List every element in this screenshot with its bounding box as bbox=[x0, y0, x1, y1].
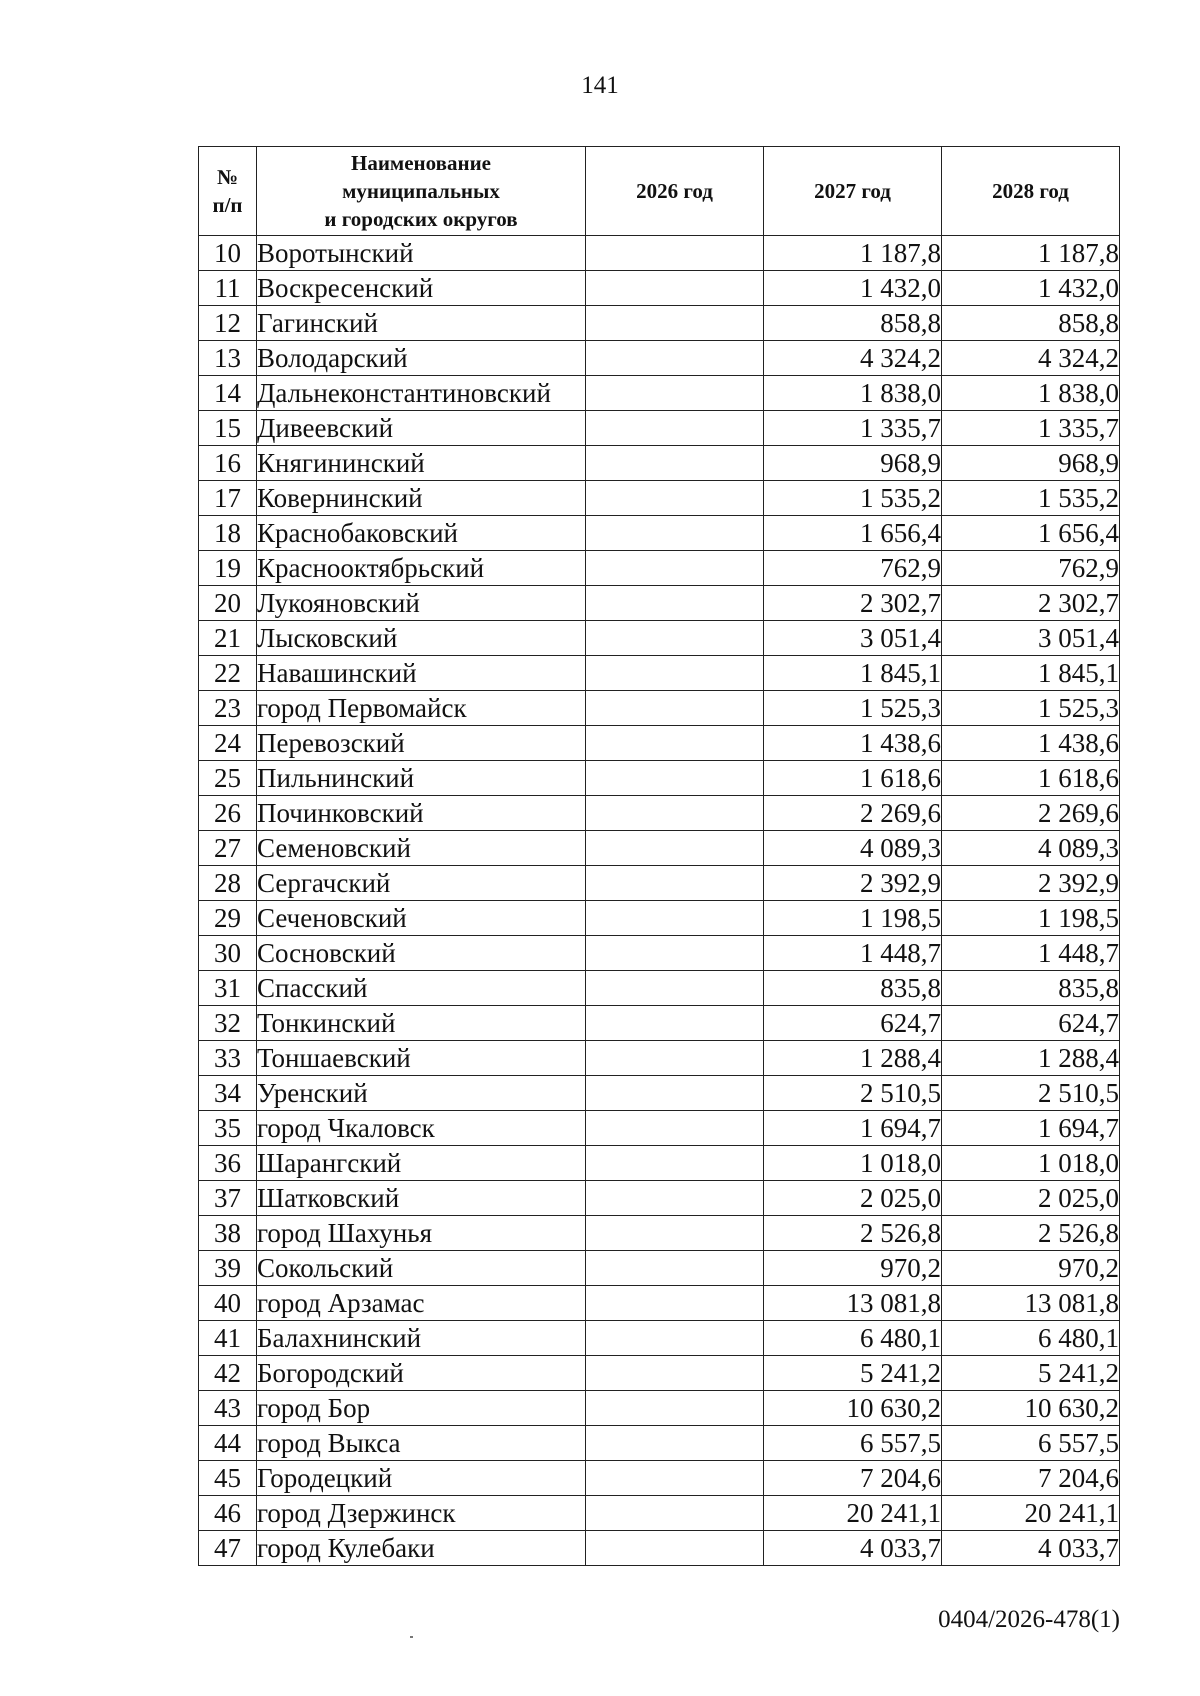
table-row bbox=[199, 866, 1120, 901]
district-name-cell: Тонкинский bbox=[257, 1006, 586, 1041]
row-number-cell: 33 bbox=[199, 1041, 257, 1076]
district-name-cell: Сергачский bbox=[257, 866, 586, 901]
row-number-cell: 23 bbox=[199, 691, 257, 726]
value-2028-cell: 3 051,4 bbox=[942, 621, 1120, 656]
district-name-cell: Спасский bbox=[257, 971, 586, 1006]
value-2027-cell: 1 535,2 bbox=[764, 481, 942, 516]
row-number-cell: 13 bbox=[199, 341, 257, 376]
value-2027-cell: 1 198,5 bbox=[764, 901, 942, 936]
allocation-table bbox=[198, 146, 1120, 1566]
district-name-cell: Дальнеконстантиновский bbox=[257, 376, 586, 411]
table-row bbox=[199, 1251, 1120, 1286]
table-row bbox=[199, 411, 1120, 446]
value-2027-cell: 20 241,1 bbox=[764, 1496, 942, 1531]
district-name-cell: Воскресенский bbox=[257, 271, 586, 306]
district-name-cell: Навашинский bbox=[257, 656, 586, 691]
row-number-cell: 45 bbox=[199, 1461, 257, 1496]
district-name-cell: Лысковский bbox=[257, 621, 586, 656]
value-2026-cell bbox=[586, 1531, 764, 1566]
table-row bbox=[199, 1076, 1120, 1111]
header-name-line-1: Наименование bbox=[351, 151, 491, 175]
row-number-cell: 24 bbox=[199, 726, 257, 761]
table-row bbox=[199, 1356, 1120, 1391]
value-2026-cell bbox=[586, 1216, 764, 1251]
value-2028-cell: 1 535,2 bbox=[942, 481, 1120, 516]
row-number-cell: 10 bbox=[199, 236, 257, 271]
value-2026-cell bbox=[586, 586, 764, 621]
row-number-cell: 39 bbox=[199, 1251, 257, 1286]
value-2027-cell: 1 656,4 bbox=[764, 516, 942, 551]
value-2026-cell bbox=[586, 551, 764, 586]
value-2028-cell: 1 838,0 bbox=[942, 376, 1120, 411]
value-2028-cell: 2 302,7 bbox=[942, 586, 1120, 621]
district-name-cell: Семеновский bbox=[257, 831, 586, 866]
value-2028-cell: 7 204,6 bbox=[942, 1461, 1120, 1496]
district-name-cell: Богородский bbox=[257, 1356, 586, 1391]
value-2026-cell bbox=[586, 411, 764, 446]
district-name-cell: Пильнинский bbox=[257, 761, 586, 796]
row-number-cell: 26 bbox=[199, 796, 257, 831]
header-2028: 2028 год bbox=[942, 147, 1120, 236]
value-2026-cell bbox=[586, 656, 764, 691]
value-2027-cell: 7 204,6 bbox=[764, 1461, 942, 1496]
district-name-cell: Гагинский bbox=[257, 306, 586, 341]
value-2028-cell: 1 448,7 bbox=[942, 936, 1120, 971]
value-2026-cell bbox=[586, 971, 764, 1006]
value-2028-cell: 2 025,0 bbox=[942, 1181, 1120, 1216]
value-2026-cell bbox=[586, 1391, 764, 1426]
value-2026-cell bbox=[586, 1041, 764, 1076]
value-2028-cell: 1 018,0 bbox=[942, 1146, 1120, 1181]
table-row bbox=[199, 586, 1120, 621]
district-name-cell: Шатковский bbox=[257, 1181, 586, 1216]
table-row bbox=[199, 1531, 1120, 1566]
value-2026-cell bbox=[586, 621, 764, 656]
table-row bbox=[199, 1006, 1120, 1041]
district-name-cell: город Выкса bbox=[257, 1426, 586, 1461]
value-2027-cell: 5 241,2 bbox=[764, 1356, 942, 1391]
value-2027-cell: 1 187,8 bbox=[764, 236, 942, 271]
district-name-cell: город Дзержинск bbox=[257, 1496, 586, 1531]
value-2026-cell bbox=[586, 1076, 764, 1111]
value-2026-cell bbox=[586, 341, 764, 376]
table-row bbox=[199, 516, 1120, 551]
value-2028-cell: 762,9 bbox=[942, 551, 1120, 586]
district-name-cell: Шарангский bbox=[257, 1146, 586, 1181]
value-2028-cell: 2 526,8 bbox=[942, 1216, 1120, 1251]
value-2026-cell bbox=[586, 1356, 764, 1391]
table-row bbox=[199, 341, 1120, 376]
value-2027-cell: 1 694,7 bbox=[764, 1111, 942, 1146]
row-number-cell: 29 bbox=[199, 901, 257, 936]
header-number-line-2: п/п bbox=[212, 193, 243, 217]
table-row bbox=[199, 1321, 1120, 1356]
table-row bbox=[199, 796, 1120, 831]
value-2026-cell bbox=[586, 1461, 764, 1496]
value-2028-cell: 1 845,1 bbox=[942, 656, 1120, 691]
value-2026-cell bbox=[586, 1321, 764, 1356]
row-number-cell: 44 bbox=[199, 1426, 257, 1461]
district-name-cell: Краснооктябрьский bbox=[257, 551, 586, 586]
value-2026-cell bbox=[586, 1426, 764, 1461]
row-number-cell: 37 bbox=[199, 1181, 257, 1216]
table-row bbox=[199, 376, 1120, 411]
value-2027-cell: 13 081,8 bbox=[764, 1286, 942, 1321]
document-code: 0404/2026-478(1) bbox=[938, 1606, 1120, 1633]
value-2027-cell: 6 480,1 bbox=[764, 1321, 942, 1356]
value-2027-cell: 835,8 bbox=[764, 971, 942, 1006]
page-number: 141 bbox=[581, 72, 619, 99]
value-2027-cell: 2 025,0 bbox=[764, 1181, 942, 1216]
row-number-cell: 35 bbox=[199, 1111, 257, 1146]
district-name-cell: Сокольский bbox=[257, 1251, 586, 1286]
row-number-cell: 20 bbox=[199, 586, 257, 621]
row-number-cell: 11 bbox=[199, 271, 257, 306]
value-2026-cell bbox=[586, 831, 764, 866]
district-name-cell: Городецкий bbox=[257, 1461, 586, 1496]
district-name-cell: город Бор bbox=[257, 1391, 586, 1426]
table-row bbox=[199, 1496, 1120, 1531]
value-2026-cell bbox=[586, 1006, 764, 1041]
header-name-line-3: и городских округов bbox=[324, 207, 518, 231]
value-2028-cell: 1 656,4 bbox=[942, 516, 1120, 551]
value-2026-cell bbox=[586, 936, 764, 971]
table-body bbox=[199, 236, 1120, 1566]
header-name-line-2: муниципальных bbox=[342, 179, 500, 203]
value-2027-cell: 3 051,4 bbox=[764, 621, 942, 656]
value-2026-cell bbox=[586, 796, 764, 831]
value-2026-cell bbox=[586, 1111, 764, 1146]
district-name-cell: Воротынский bbox=[257, 236, 586, 271]
value-2026-cell bbox=[586, 236, 764, 271]
row-number-cell: 38 bbox=[199, 1216, 257, 1251]
value-2026-cell bbox=[586, 1181, 764, 1216]
row-number-cell: 19 bbox=[199, 551, 257, 586]
value-2028-cell: 1 525,3 bbox=[942, 691, 1120, 726]
table-row bbox=[199, 901, 1120, 936]
value-2026-cell bbox=[586, 866, 764, 901]
value-2027-cell: 968,9 bbox=[764, 446, 942, 481]
row-number-cell: 17 bbox=[199, 481, 257, 516]
table-row bbox=[199, 1286, 1120, 1321]
value-2027-cell: 6 557,5 bbox=[764, 1426, 942, 1461]
district-name-cell: Ковернинский bbox=[257, 481, 586, 516]
table-row bbox=[199, 726, 1120, 761]
table-row bbox=[199, 1391, 1120, 1426]
table-row bbox=[199, 481, 1120, 516]
value-2027-cell: 2 302,7 bbox=[764, 586, 942, 621]
value-2027-cell: 1 288,4 bbox=[764, 1041, 942, 1076]
table-row bbox=[199, 1146, 1120, 1181]
row-number-cell: 30 bbox=[199, 936, 257, 971]
district-name-cell: Краснобаковский bbox=[257, 516, 586, 551]
value-2028-cell: 1 198,5 bbox=[942, 901, 1120, 936]
table-row bbox=[199, 691, 1120, 726]
value-2028-cell: 2 392,9 bbox=[942, 866, 1120, 901]
value-2028-cell: 4 089,3 bbox=[942, 831, 1120, 866]
district-name-cell: Балахнинский bbox=[257, 1321, 586, 1356]
table-row bbox=[199, 1461, 1120, 1496]
value-2027-cell: 762,9 bbox=[764, 551, 942, 586]
value-2028-cell: 2 269,6 bbox=[942, 796, 1120, 831]
value-2028-cell: 5 241,2 bbox=[942, 1356, 1120, 1391]
district-name-cell: Починковский bbox=[257, 796, 586, 831]
table-row bbox=[199, 621, 1120, 656]
row-number-cell: 22 bbox=[199, 656, 257, 691]
table-row bbox=[199, 1216, 1120, 1251]
table-row bbox=[199, 1181, 1120, 1216]
value-2028-cell: 1 432,0 bbox=[942, 271, 1120, 306]
value-2028-cell: 858,8 bbox=[942, 306, 1120, 341]
table-row bbox=[199, 831, 1120, 866]
district-name-cell: Тоншаевский bbox=[257, 1041, 586, 1076]
value-2028-cell: 1 694,7 bbox=[942, 1111, 1120, 1146]
district-name-cell: Уренский bbox=[257, 1076, 586, 1111]
value-2028-cell: 6 557,5 bbox=[942, 1426, 1120, 1461]
header-number-line-1: № bbox=[216, 165, 239, 189]
value-2026-cell bbox=[586, 1251, 764, 1286]
value-2028-cell: 1 187,8 bbox=[942, 236, 1120, 271]
row-number-cell: 34 bbox=[199, 1076, 257, 1111]
row-number-cell: 36 bbox=[199, 1146, 257, 1181]
district-name-cell: город Шахунья bbox=[257, 1216, 586, 1251]
district-name-cell: Лукояновский bbox=[257, 586, 586, 621]
table-row bbox=[199, 971, 1120, 1006]
value-2026-cell bbox=[586, 901, 764, 936]
table-row bbox=[199, 306, 1120, 341]
district-name-cell: город Кулебаки bbox=[257, 1531, 586, 1566]
value-2028-cell: 1 438,6 bbox=[942, 726, 1120, 761]
row-number-cell: 42 bbox=[199, 1356, 257, 1391]
value-2028-cell: 835,8 bbox=[942, 971, 1120, 1006]
value-2027-cell: 1 838,0 bbox=[764, 376, 942, 411]
value-2027-cell: 2 269,6 bbox=[764, 796, 942, 831]
header-number bbox=[199, 147, 257, 236]
value-2028-cell: 1 618,6 bbox=[942, 761, 1120, 796]
table-row bbox=[199, 761, 1120, 796]
value-2027-cell: 2 510,5 bbox=[764, 1076, 942, 1111]
header-name bbox=[257, 147, 586, 236]
value-2027-cell: 1 448,7 bbox=[764, 936, 942, 971]
value-2026-cell bbox=[586, 1286, 764, 1321]
table-row bbox=[199, 446, 1120, 481]
table-header bbox=[199, 147, 1120, 236]
district-name-cell: Сосновский bbox=[257, 936, 586, 971]
row-number-cell: 14 bbox=[199, 376, 257, 411]
value-2028-cell: 970,2 bbox=[942, 1251, 1120, 1286]
value-2026-cell bbox=[586, 376, 764, 411]
row-number-cell: 15 bbox=[199, 411, 257, 446]
value-2027-cell: 10 630,2 bbox=[764, 1391, 942, 1426]
value-2026-cell bbox=[586, 1496, 764, 1531]
row-number-cell: 27 bbox=[199, 831, 257, 866]
value-2028-cell: 1 288,4 bbox=[942, 1041, 1120, 1076]
value-2026-cell bbox=[586, 271, 764, 306]
district-name-cell: город Арзамас bbox=[257, 1286, 586, 1321]
district-name-cell: город Первомайск bbox=[257, 691, 586, 726]
table-row bbox=[199, 236, 1120, 271]
value-2028-cell: 13 081,8 bbox=[942, 1286, 1120, 1321]
value-2026-cell bbox=[586, 691, 764, 726]
value-2028-cell: 4 033,7 bbox=[942, 1531, 1120, 1566]
row-number-cell: 41 bbox=[199, 1321, 257, 1356]
value-2027-cell: 1 438,6 bbox=[764, 726, 942, 761]
district-name-cell: Перевозский bbox=[257, 726, 586, 761]
row-number-cell: 40 bbox=[199, 1286, 257, 1321]
table-row bbox=[199, 656, 1120, 691]
row-number-cell: 47 bbox=[199, 1531, 257, 1566]
value-2027-cell: 1 618,6 bbox=[764, 761, 942, 796]
row-number-cell: 31 bbox=[199, 971, 257, 1006]
value-2028-cell: 20 241,1 bbox=[942, 1496, 1120, 1531]
value-2027-cell: 4 033,7 bbox=[764, 1531, 942, 1566]
value-2026-cell bbox=[586, 726, 764, 761]
district-name-cell: Сеченовский bbox=[257, 901, 586, 936]
value-2028-cell: 4 324,2 bbox=[942, 341, 1120, 376]
row-number-cell: 28 bbox=[199, 866, 257, 901]
value-2028-cell: 624,7 bbox=[942, 1006, 1120, 1041]
table-row bbox=[199, 551, 1120, 586]
row-number-cell: 18 bbox=[199, 516, 257, 551]
value-2027-cell: 4 324,2 bbox=[764, 341, 942, 376]
value-2027-cell: 624,7 bbox=[764, 1006, 942, 1041]
row-number-cell: 32 bbox=[199, 1006, 257, 1041]
value-2027-cell: 1 335,7 bbox=[764, 411, 942, 446]
header-2027: 2027 год bbox=[764, 147, 942, 236]
value-2027-cell: 1 432,0 bbox=[764, 271, 942, 306]
value-2027-cell: 2 526,8 bbox=[764, 1216, 942, 1251]
row-number-cell: 12 bbox=[199, 306, 257, 341]
value-2027-cell: 858,8 bbox=[764, 306, 942, 341]
value-2027-cell: 2 392,9 bbox=[764, 866, 942, 901]
value-2026-cell bbox=[586, 306, 764, 341]
value-2028-cell: 10 630,2 bbox=[942, 1391, 1120, 1426]
district-name-cell: Володарский bbox=[257, 341, 586, 376]
value-2028-cell: 1 335,7 bbox=[942, 411, 1120, 446]
value-2028-cell: 6 480,1 bbox=[942, 1321, 1120, 1356]
value-2026-cell bbox=[586, 481, 764, 516]
value-2026-cell bbox=[586, 761, 764, 796]
header-2026: 2026 год bbox=[586, 147, 764, 236]
table-row bbox=[199, 271, 1120, 306]
value-2027-cell: 4 089,3 bbox=[764, 831, 942, 866]
value-2028-cell: 2 510,5 bbox=[942, 1076, 1120, 1111]
district-name-cell: Дивеевский bbox=[257, 411, 586, 446]
row-number-cell: 16 bbox=[199, 446, 257, 481]
district-name-cell: Княгининский bbox=[257, 446, 586, 481]
district-name-cell: город Чкаловск bbox=[257, 1111, 586, 1146]
value-2027-cell: 970,2 bbox=[764, 1251, 942, 1286]
table-row bbox=[199, 936, 1120, 971]
scan-speck bbox=[410, 1636, 413, 1638]
value-2027-cell: 1 018,0 bbox=[764, 1146, 942, 1181]
row-number-cell: 21 bbox=[199, 621, 257, 656]
table-row bbox=[199, 1111, 1120, 1146]
table-row bbox=[199, 1426, 1120, 1461]
value-2026-cell bbox=[586, 446, 764, 481]
table-row bbox=[199, 1041, 1120, 1076]
row-number-cell: 46 bbox=[199, 1496, 257, 1531]
value-2028-cell: 968,9 bbox=[942, 446, 1120, 481]
row-number-cell: 43 bbox=[199, 1391, 257, 1426]
value-2027-cell: 1 525,3 bbox=[764, 691, 942, 726]
value-2026-cell bbox=[586, 516, 764, 551]
value-2026-cell bbox=[586, 1146, 764, 1181]
value-2027-cell: 1 845,1 bbox=[764, 656, 942, 691]
row-number-cell: 25 bbox=[199, 761, 257, 796]
